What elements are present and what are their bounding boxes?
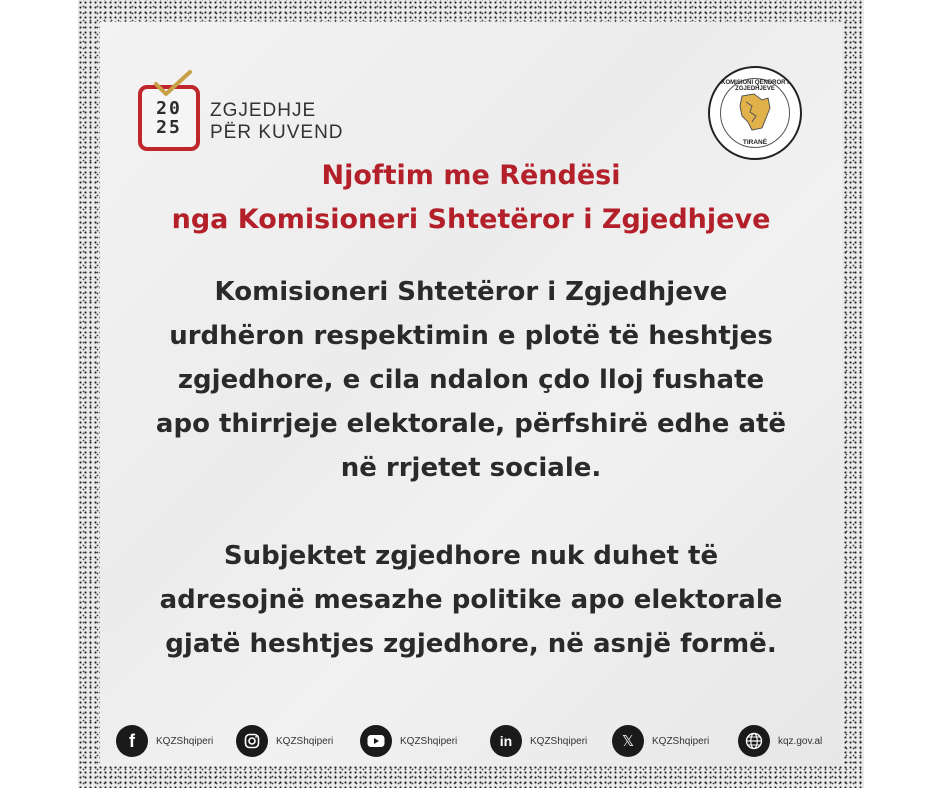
brand-text (210, 100, 344, 144)
instagram-icon[interactable] (236, 725, 268, 757)
seal-bottom-text: TIRANË (742, 139, 768, 146)
paragraph-2 (134, 534, 808, 666)
linkedin-glyph: in (499, 733, 513, 749)
paragraph-2-line: adresojnë mesazhe politike apo elektorale (159, 585, 783, 615)
paragraph-1-line: urdhëron respektimin e plotë të heshtjes (169, 321, 773, 351)
social-handle[interactable]: KQZShqiperi (400, 735, 458, 747)
website-link[interactable]: kqz.gov.al (778, 735, 823, 747)
paragraph-2-line: Subjektet zgjedhore nuk duhet të (223, 541, 719, 571)
map-emblem-icon (732, 90, 778, 136)
paragraph-1 (134, 270, 808, 490)
x-glyph: 𝕏 (621, 732, 635, 750)
checkmark-icon (152, 70, 194, 98)
social-handle[interactable]: KQZShqiperi (652, 735, 710, 747)
poster-panel (100, 22, 842, 766)
social-youtube[interactable] (360, 724, 457, 758)
paragraph-1-line: zgjedhore, e cila ndalon çdo lloj fushate (177, 365, 765, 395)
paragraph-1-line: në rrjetet sociale. (340, 453, 602, 483)
x-icon[interactable] (612, 725, 644, 757)
logo-year-top: 20 (156, 98, 182, 119)
social-handle[interactable]: KQZShqiperi (156, 735, 214, 747)
social-facebook[interactable] (116, 724, 213, 758)
paragraph-1-line: apo thirrjeje elektorale, përfshirë edhe atë (155, 409, 787, 439)
social-instagram[interactable] (236, 724, 333, 758)
youtube-icon[interactable] (360, 725, 392, 757)
election-logo (138, 70, 358, 160)
social-x[interactable] (612, 724, 709, 758)
logo-year-bottom: 25 (156, 117, 182, 138)
social-footer (116, 724, 858, 764)
brand-line1: ZGJEDHJE (210, 100, 317, 121)
title-line-1: Njoftim me Rëndësi (321, 160, 621, 191)
social-handle[interactable]: KQZShqiperi (276, 735, 334, 747)
social-website[interactable] (738, 724, 822, 758)
paragraph-2-line: gjatë heshtjes zgjedhore, në asnjë formë. (165, 629, 777, 659)
globe-icon[interactable] (738, 725, 770, 757)
facebook-icon[interactable] (116, 725, 148, 757)
title-line-2: nga Komisioneri Shtetëror i Zgjedhjeve (171, 204, 771, 235)
poster-frame (78, 0, 864, 788)
seal-top-text: KOMISIONI QENDROR I ZGJEDHJEVE (721, 80, 789, 92)
commission-seal (708, 66, 802, 160)
facebook-glyph: f (129, 730, 135, 751)
logo-year (148, 99, 190, 137)
social-handle[interactable]: KQZShqiperi (530, 735, 588, 747)
paragraph-1-line: Komisioneri Shtetëror i Zgjedhjeve (214, 277, 728, 307)
brand-line2: PËR KUVEND (210, 122, 344, 143)
social-linkedin[interactable] (490, 724, 587, 758)
linkedin-icon[interactable] (490, 725, 522, 757)
